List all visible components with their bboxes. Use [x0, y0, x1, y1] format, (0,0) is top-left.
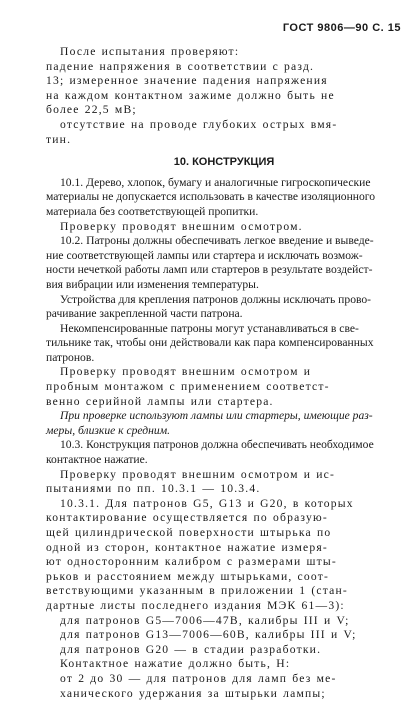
text-line: ности нечеткой работы ламп или стартеров в результате воздейст-: [46, 263, 373, 277]
paragraph: [46, 176, 402, 220]
text-line: Проверку проводят внешним осмотром и: [60, 365, 312, 379]
text-line: для патронов G20 — в стадии разработки.: [60, 642, 322, 656]
text-line: дартные листы последнего издания МЭК 61—3):: [46, 598, 345, 612]
text-line: щей цилиндрической поверхности штырька по: [46, 526, 332, 539]
text-line: 10.2. Патроны должны обеспечивать легкое введение и выведе-: [60, 234, 374, 248]
paragraphs: [46, 176, 402, 701]
text-line: отсутствие на проводе глубоких острых вмя-: [60, 117, 338, 131]
text-line: Устройства для крепления патронов должны исключать прово-: [60, 292, 372, 306]
intro-block: [46, 45, 402, 147]
text-line: 10.3.1. Для патронов G5, G13 и G20, в которых: [60, 496, 354, 510]
paragraph: [46, 322, 402, 366]
text-line: Некомпенсированные патроны могут устанавливаться в све-: [60, 321, 359, 335]
page-header: ГОСТ 9806—90 С. 15: [282, 22, 401, 34]
text-line: более 22,5 мВ;: [46, 103, 137, 117]
text-line: рачивание закрепленной части патрона.: [46, 307, 243, 321]
text-line: Проверку проводят внешним осмотром и ис-: [60, 467, 336, 481]
paragraph: [46, 365, 402, 409]
text-line: тин.: [46, 132, 72, 146]
paragraph: [46, 293, 402, 322]
paragraph: [46, 220, 402, 235]
text-line: Проверку проводят внешним осмотром.: [60, 219, 303, 233]
text-line: для патронов G13—7006—60В, калибры III и V;: [60, 628, 357, 642]
paragraph: [46, 409, 402, 438]
text-line: одной из сторон, контактное нажатие измеря-: [46, 540, 328, 554]
document-body: [46, 45, 402, 701]
text-line: рьков и расстоянием между штырьками, соот-: [46, 569, 330, 583]
text-line: ветствующими указанным в приложении 1 (стан-: [46, 584, 348, 598]
text-line: меры, близкие к средним.: [46, 423, 171, 437]
text-line: ние соответствующей лампы или стартера и исключать возмож-: [46, 248, 363, 262]
text-line: материалы не допускается использовать в качестве изоляционного: [46, 190, 376, 204]
text-line: вия вибрации или изменения температуры.: [46, 277, 259, 291]
text-line: ют односторонним калибром с размерами шты-: [46, 555, 337, 569]
paragraph: [46, 497, 402, 614]
section-title: 10. КОНСТРУКЦИЯ: [173, 156, 275, 169]
text-line: После испытания проверяют:: [60, 45, 240, 58]
text-line: контактное нажатие.: [46, 453, 148, 467]
text-line: 10.1. Дерево, хлопок, бумагу и аналогичные гигроскопические: [60, 175, 371, 189]
text-line: на каждом контактном зажиме должно быть не: [46, 88, 335, 102]
text-line: венно серийной лампы или стартера.: [46, 394, 274, 408]
text-line: патронов.: [46, 350, 95, 364]
text-line: пробным монтажом с применением соответст-: [46, 380, 330, 394]
text-line: пытаниями по пп. 10.3.1 — 10.3.4.: [46, 482, 261, 496]
text-line: Контактное нажатие должно быть, Н:: [60, 657, 291, 671]
text-line: тильнике так, чтобы они действовали как пара компенсированных: [46, 336, 374, 350]
text-line: ханического удержания за штырьки лампы;: [60, 686, 326, 700]
text-line: от 2 до 30 — для патронов для ламп без ме-: [60, 671, 337, 685]
paragraph: [46, 234, 402, 292]
paragraph: [46, 468, 402, 497]
paragraph: [46, 438, 402, 467]
text-line: 13; измеренное значение падения напряжения: [46, 74, 328, 88]
text-line: материала без соответствующей пропитки.: [46, 204, 259, 218]
text-line: контактирование осуществляется по образую-: [46, 511, 328, 525]
text-line: для патронов G5—7006—47В, калибры III и V;: [60, 613, 350, 627]
text-line: При проверке используют лампы или стартеры, имеющие раз-: [60, 409, 373, 423]
text-line: 10.3. Конструкция патронов должна обеспечивать необходимое: [60, 438, 374, 452]
text-line: падение напряжения в соответствии с разд.: [46, 59, 315, 73]
